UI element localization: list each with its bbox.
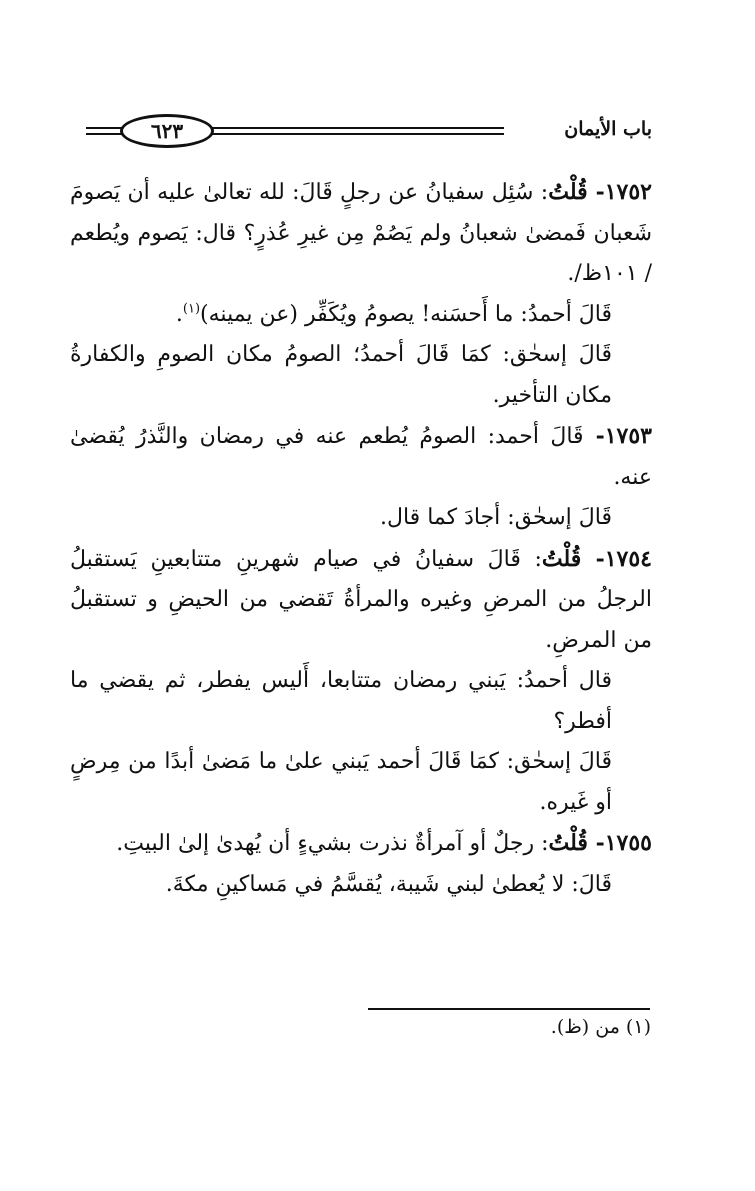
entry-number: ١٧٥٤ bbox=[604, 545, 652, 572]
entry-number: ١٧٥٣ bbox=[604, 423, 652, 449]
entry-1754: ١٧٥٤- قُلْتُ: قَالَ سفيانُ في صيام شهرينِ متتابعينِ يَستقبلُ الرجلُ من المرضِ وغيره والمرأةُ تَقضي من الحيضِ و تستقبلُ من المرضِ. bbox=[70, 545, 652, 653]
entry-lead: قُلْتُ bbox=[548, 830, 588, 856]
entry-text: قَالَ أحمد: الصومُ يُطعم عنه في رمضان والنَّذرُ يُقضىٰ عنه. bbox=[70, 424, 652, 490]
page-body bbox=[70, 172, 652, 905]
entry-text: : قَالَ سفيانُ في صيام شهرينِ متتابعينِ يَستقبلُ الرجلُ من المرضِ وغيره والمرأةُ تَقضي من الحيضِ و تستقبلُ من المرضِ. bbox=[70, 546, 652, 653]
footnote-marker: (١) bbox=[182, 301, 201, 317]
entry-lead: قُلْتُ bbox=[548, 179, 588, 205]
chapter-title: باب الأيمان bbox=[564, 118, 652, 140]
entry-lead: قُلْتُ bbox=[541, 545, 582, 572]
page-number-badge bbox=[120, 114, 214, 148]
page-header bbox=[86, 112, 652, 156]
header-rule-middle-bottom bbox=[212, 133, 504, 135]
reply-text: قَالَ إسحٰق: أجادَ كما قال. bbox=[380, 505, 612, 530]
entry-number: ١٧٥٥ bbox=[604, 830, 652, 856]
entry-1755: ١٧٥٥- قُلْتُ: رجلٌ أو آمرأةٌ نذرت بشيءٍ أن يُهدىٰ إلىٰ البيتِ. bbox=[116, 830, 652, 856]
entry-text: : رجلٌ أو آمرأةٌ نذرت بشيءٍ أن يُهدىٰ إلىٰ البيتِ. bbox=[116, 831, 549, 856]
reply-text: قَالَ: لا يُعطىٰ لبني شَيبة، يُقسَّمُ في مَساكينِ مكةَ. bbox=[165, 871, 612, 897]
reply bbox=[70, 742, 652, 823]
reply-text: قَالَ أحمدُ: ما أَحسَنه! يصومُ ويُكَفِّر (عن يمينه) bbox=[200, 301, 612, 327]
entry-1752: ١٧٥٢- قُلْتُ: سُئِل سفيانُ عن رجلٍ قَالَ: لله تعالىٰ عليه أن يَصومَ شَعبان فَمضىٰ شعبانُ ولم يَصُمْ مِن غيرِ عُذرٍ؟ قال: يَصوم ويُطعم / ١٠١ظ/. bbox=[70, 179, 652, 286]
reply bbox=[70, 661, 652, 742]
reply: قَالَ أحمدُ: ما أَحسَنه! يصومُ ويُكَفِّر (عن يمينه)$^{(١)}$. bbox=[175, 301, 612, 327]
footnote-rule bbox=[368, 1008, 650, 1010]
reply-text: قَالَ إسحٰق: كمَا قَالَ أحمد يَبني علىٰ ما مَضىٰ أبدًا من مِرضٍ أو غَيره. bbox=[70, 749, 612, 815]
header-rule-middle-top bbox=[212, 127, 504, 129]
reply bbox=[70, 498, 652, 539]
entry-text: : سُئِل سفيانُ عن رجلٍ قَالَ: لله تعالىٰ عليه أن يَصومَ شَعبان فَمضىٰ شعبانُ ولم يَصُمْ مِن غيرِ عُذرٍ؟ قال: يَصوم ويُطعم / ١٠١ظ/. bbox=[70, 180, 652, 286]
reply-text: قَالَ إسحٰق: كمَا قَالَ أحمدُ؛ الصومُ مكان الصومِ والكفارةُ مكان التأخير. bbox=[70, 342, 612, 408]
page-number: ٦٢٣ bbox=[150, 119, 184, 143]
reply bbox=[70, 865, 652, 906]
footnote: (١) من (ظ). bbox=[550, 1016, 651, 1038]
entry-1753: ١٧٥٣- قَالَ أحمد: الصومُ يُطعم عنه في رمضان والنَّذرُ يُقضىٰ عنه. bbox=[70, 423, 652, 490]
reply bbox=[70, 335, 652, 416]
reply-text: قال أحمدُ: يَبني رمضان متتابعا، أَليس يفطر، ثم يقضي ما أفطر؟ bbox=[70, 668, 612, 734]
entry-number: ١٧٥٢ bbox=[604, 179, 652, 205]
